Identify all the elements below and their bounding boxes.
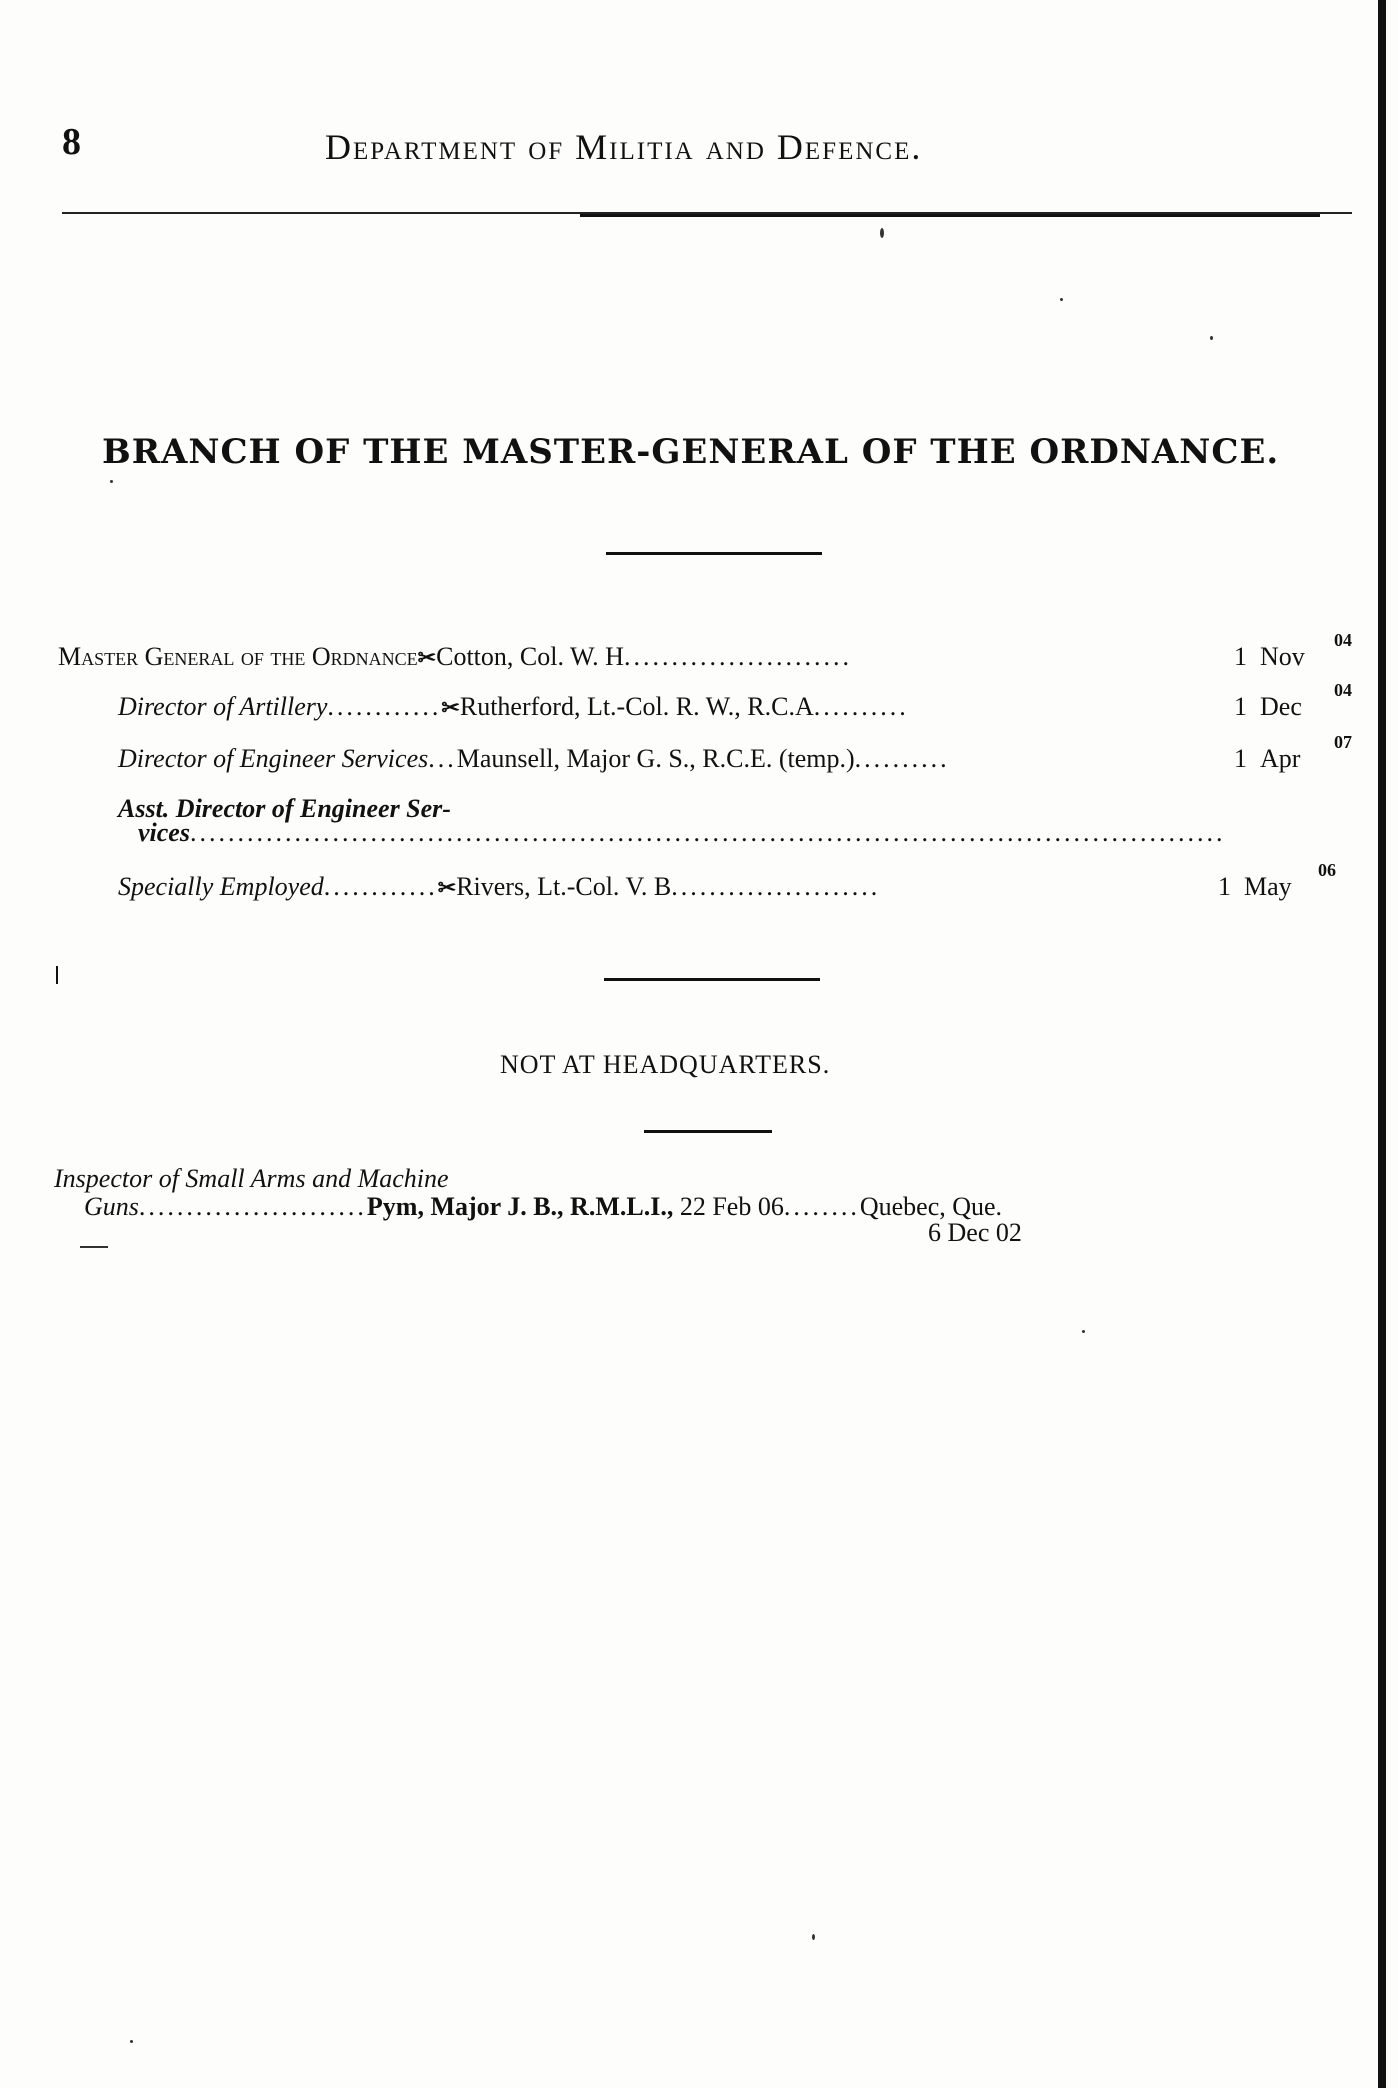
leader-dots: ........................ <box>138 1192 367 1221</box>
inspector-date2: 6 Dec 02 <box>928 1218 1022 1247</box>
entry-year: 06 <box>1318 860 1336 880</box>
inspector-date1: 22 Feb 06 <box>679 1192 784 1221</box>
divider-rule <box>604 978 820 981</box>
entry-month: May <box>1244 872 1292 901</box>
entry-office: Master General of the Ordnance <box>58 642 418 671</box>
inspector-office-line2: Guns <box>84 1192 139 1221</box>
entry-month: Dec <box>1260 692 1302 721</box>
header-rule-thick <box>580 214 1320 217</box>
leader-dots: ........ <box>783 1192 860 1221</box>
entry-year: 07 <box>1334 732 1352 752</box>
entry-master-general-date <box>1234 630 1352 672</box>
page-number: 8 <box>62 121 81 163</box>
scissors-icon: ✂ <box>437 875 457 900</box>
entry-name: Cotton, Col. W. H <box>436 642 624 671</box>
scan-speck <box>130 2040 133 2043</box>
leader-dots: ...................... <box>671 872 881 901</box>
subhead-rule <box>644 1130 772 1133</box>
entry-office-line2: vices <box>138 818 190 847</box>
margin-mark <box>56 966 58 984</box>
entry-master-general <box>58 642 852 672</box>
entry-director-engineer-date <box>1234 732 1352 774</box>
entry-office-line1: Asst. Director of Engineer Ser- <box>118 794 451 823</box>
entry-name: Maunsell, Major G. S., R.C.E. (temp.) <box>456 744 855 773</box>
page-binding-edge <box>1378 0 1386 2088</box>
scissors-icon: ✂ <box>417 645 437 670</box>
entry-director-artillery-date <box>1234 680 1352 722</box>
margin-mark <box>80 1246 108 1248</box>
entry-day: 1 <box>1218 872 1231 901</box>
entry-office: Director of Artillery <box>118 692 328 721</box>
scan-speck <box>812 1934 815 1940</box>
inspector-row <box>84 1192 1002 1222</box>
leader-dots: ............ <box>327 692 442 721</box>
section-title: BRANCH OF THE MASTER-GENERAL OF THE ORDNANCE. <box>102 432 1280 472</box>
leader-dots: ... <box>428 744 457 773</box>
scan-speck <box>1082 1330 1085 1333</box>
scan-speck <box>1060 298 1063 301</box>
entry-office: Specially Employed <box>118 872 324 901</box>
entry-director-engineer <box>118 744 950 774</box>
entry-asst-director-engineer-cont <box>138 818 1225 848</box>
entry-month: Apr <box>1260 744 1301 773</box>
entry-specially-employed-date <box>1218 860 1336 902</box>
entry-year: 04 <box>1334 680 1352 700</box>
inspector-location: Quebec, Que. <box>859 1192 1003 1221</box>
scan-speck <box>1210 336 1213 340</box>
leader-dots: .......... <box>854 744 950 773</box>
not-at-hq-heading: NOT AT HEADQUARTERS. <box>500 1050 831 1079</box>
leader-dots: .......... <box>813 692 909 721</box>
leader-dots: ............................................................................................................. <box>189 818 1226 847</box>
entry-day: 1 <box>1234 692 1247 721</box>
entry-specially-employed <box>118 872 880 902</box>
scissors-icon: ✂ <box>441 695 460 720</box>
entry-day: 1 <box>1234 744 1247 773</box>
entry-name: Rutherford, Lt.-Col. R. W., R.C.A <box>459 692 814 721</box>
inspector-name: Pym, Major J. B., R.M.L.I., <box>366 1192 674 1221</box>
leader-dots: ........................ <box>623 642 852 671</box>
running-head: Department of Militia and Defence. <box>325 127 923 167</box>
leader-dots: ............ <box>323 872 438 901</box>
scan-speck <box>880 228 884 238</box>
entry-day: 1 <box>1234 642 1247 671</box>
entry-month: Nov <box>1260 642 1305 671</box>
inspector-office-line1: Inspector of Small Arms and Machine <box>54 1164 449 1193</box>
entry-name: Rivers, Lt.-Col. V. B <box>456 872 672 901</box>
scan-speck <box>110 480 113 483</box>
section-rule <box>606 552 822 555</box>
entry-director-artillery <box>118 692 909 722</box>
entry-year: 04 <box>1334 630 1352 650</box>
entry-office: Director of Engineer Services <box>118 744 429 773</box>
